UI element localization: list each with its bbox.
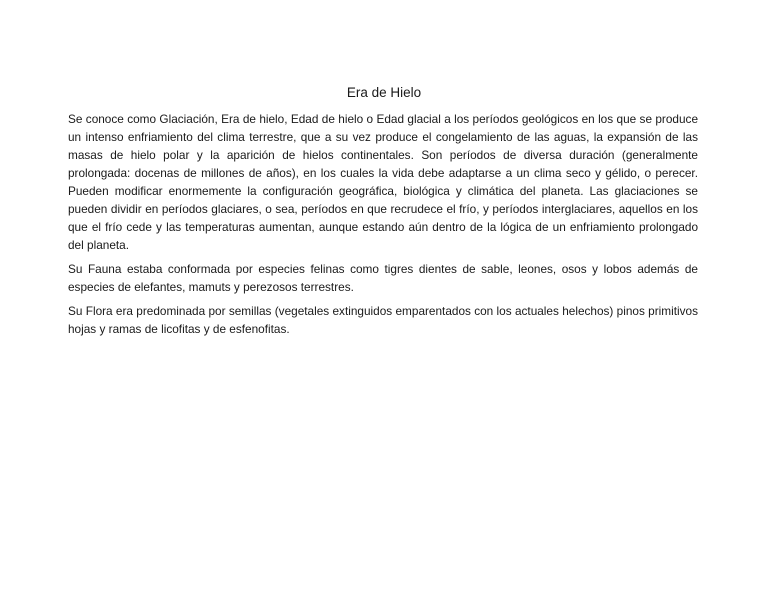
document-title: Era de Hielo xyxy=(346,85,422,100)
document-body xyxy=(68,110,698,344)
paragraph-flora: Su Flora era predominada por semillas (vegetales extinguidos emparentados con los actuales helechos) pinos primitivos hojas y ramas de licofitas y de esfenofitas. xyxy=(68,304,698,336)
paragraph-glaciation: Se conoce como Glaciación, Era de hielo, Edad de hielo o Edad glacial a los períodos geológicos en los que se produce un intenso enfriamiento del clima terrestre, que a su vez produce el congelamiento de las aguas, la expansión de las masas de hielo polar y la aparición de hielos continentales. Son períodos de diversa duración (generalmente prolongada: docenas de millones de años), en los cuales la vida debe adaptarse a un clima seco y gélido, o perecer. Pueden modificar enormemente la configuración geográfica, biológica y climática del planeta. Las glaciaciones se pueden dividir en períodos glaciares, o sea, períodos en que recrudece el frío, y períodos interglaciares, aquellos en los que el frío cede y las temperaturas aumentan, aunque estando aún dentro de la lógica de un enfriamiento prolongado del planeta. xyxy=(68,112,698,252)
paragraph-fauna: Su Fauna estaba conformada por especies felinas como tigres dientes de sable, leones, osos y lobos además de especies de elefantes, mamuts y perezosos terrestres. xyxy=(68,262,698,294)
